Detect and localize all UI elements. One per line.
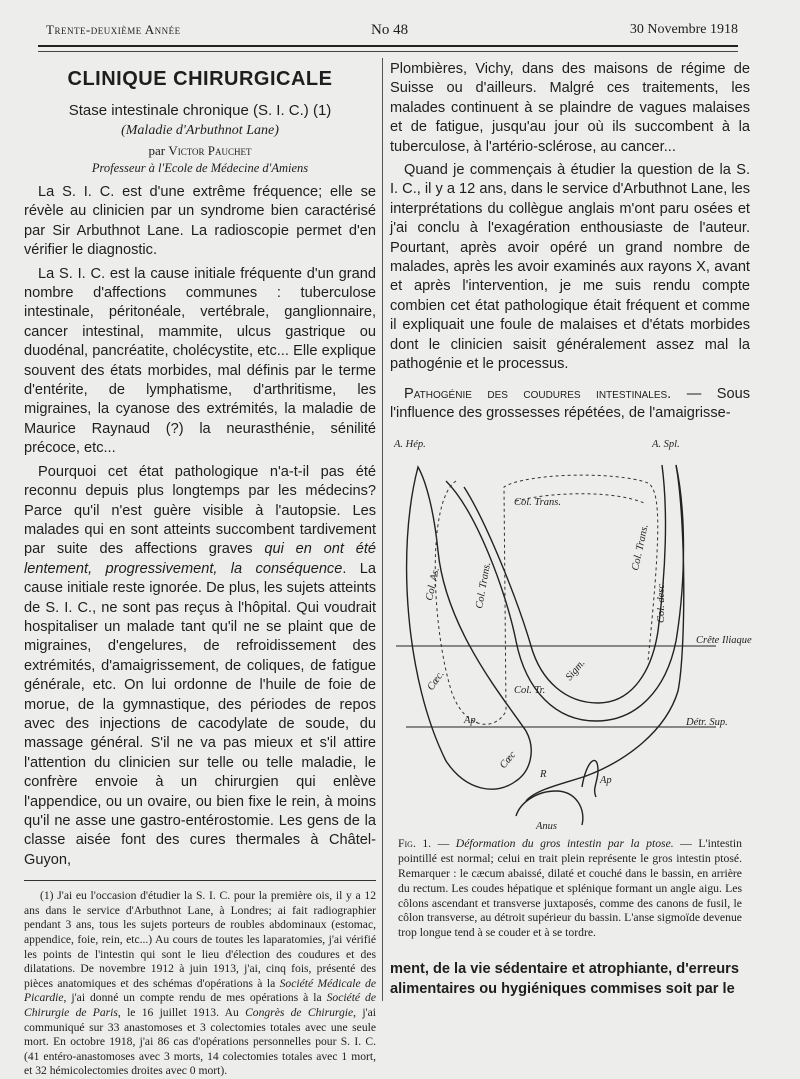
column-divider [382, 58, 383, 1001]
paragraph-6-text: — Sous l'influence des grossesses répétées, de l'amaigrisse- [390, 385, 751, 421]
ptosed-transverse-inner [464, 465, 665, 703]
caption-text: — L'intestin pointillé est normal; celui en trait plein représente le gros intestin ptosé. Remarquer : le cæcum abaissé, dilaté et couché dans le bassin, en arrière du rectum. Les coudes hépatique et splénique formant un angle aigu. Les côlons ascendant et transverse juxtaposés, comme des canons de fusil, le côlon transverse, au détroit supérieur du bassin. L'anse sigmoïde devenue trop longue tend à se couder et à se tordre. [398, 837, 742, 940]
rectum [516, 791, 583, 825]
paragraph-3-italic: qui en ont été lentement, progressivement, la conséquence [24, 541, 376, 577]
footnote-text-2: , j'ai donné un compte rendu de mes opérations à la [63, 991, 327, 1005]
right-column [390, 60, 750, 1013]
caption-title: Déformation du gros intestin par la ptose. [455, 837, 674, 851]
footnote-society-1: Société Médicale de Picardie [24, 976, 376, 1005]
author-name: Victor Pauchet [168, 143, 252, 158]
header-rule [38, 45, 738, 52]
paragraph-6 [390, 385, 750, 424]
paragraph-1: La S. I. C. est d'une extrême fréquence; elle se révèle au clinicien par un syndrome bien caractérisé par Sir Arbuthnot Lane. La radioscopie permet d'en vérifier le diagnostic. [24, 184, 376, 259]
label-spl: A. Spl. [652, 439, 680, 451]
paragraph-3-text-b: . La cause initiale reste ignorée. De plus, les sujets atteints de S. I. C., ne sont pas reçus à l'hôpital. Qui voudrait hospitaliser un malade tant qu'il ne se plaint que de migraines, d'engelures, de refroidissement des extrémités, d'amaigrissement, de coliques, de fatigue générale, etc. On lui ordonne de l'huile de foie de morue, de la gymnastique, des périodes de repos avec des injections de cacodylate de soude, du massage général. S'il ne va pas mieux et s'il attire l'attention du clinicien sur telle ou telle maladie, le confrère envoie à un chirurgien qui enlève l'appendice, ou un ovaire, ou bien fixe le rein, à moins qu'il ne asse une gastro-entérostomie. Les gens de la classe aisée font des cures thermales à Châtel-Guyon, [24, 560, 377, 868]
footnote-text-4: , j'ai communiqué sur 33 anastomoses et 3 colectomies totales avec une seule mort. En octobre 1918, j'ai 86 cas d'opérations personnelles pour S. I. C. (41 entéro-anastomoses avec 3 morts, 14 colectomies totales avec 1 mort, et 32 hémicolectomies droites avec 0 mort). [24, 1005, 377, 1078]
footnote-text-3: , le 16 juillet 1913. Au [117, 1005, 246, 1019]
byline-prefix: par [148, 143, 169, 158]
footnote-congress: Congrès de Chirurgie [245, 1005, 354, 1019]
appendix-hook [582, 761, 598, 798]
continuation-text: ment, de la vie sédentaire et atrophiante, d'erreurs alimentaires ou hygiéniques commises soit par le [390, 960, 739, 997]
header-volume: Trente-deuxième Année [46, 22, 181, 37]
byline [24, 142, 376, 160]
section-title: CLINIQUE CHIRURGICALE [67, 68, 333, 90]
label-r: R [540, 769, 547, 781]
label-col-trans: Col. Trans. [514, 497, 561, 509]
descending-colon [526, 465, 684, 801]
label-crete: Crête Iliaque [696, 635, 752, 647]
label-sigm: Sigm. [563, 658, 588, 684]
label-hep: A. Hép. [394, 439, 426, 451]
article-subtitle: (Maladie d'Arbuthnot Lane) [121, 123, 279, 138]
header-date: 30 Novembre 1918 [629, 22, 738, 37]
label-col-tr: Col. Tr. [514, 685, 546, 697]
paragraph-5: Quand je commençais à étudier la question de la S. I. C., il y a 12 ans, dans le service d'Arbuthnot Lane, les interprétations du collègue anglais m'ont paru osées et j'ai conclu à l'exagération enthousiaste de l'auteur. Pourtant, après avoir opéré un grand nombre de malades, après les avoir examinés aux rayons X, avant et après l'intervention, je me suis rendu compte combien cet état pathologique était fréquent et comme il expliquait une foule de malaises et d'états morbides dont le clinicien saisit généralement assez mal la pathogénie et le processus. [390, 162, 750, 373]
paragraph-3 [24, 463, 376, 871]
article-title: Stase intestinale chronique (S. I. C.) (1) [68, 102, 332, 119]
label-anus: Anus [536, 821, 557, 832]
footnote [24, 889, 376, 1079]
figure-1 [386, 431, 758, 831]
section-heading: Pathogénie des coudures intestinales. [404, 385, 672, 402]
author-title: Professeur à l'Ecole de Médecine d'Amiens [91, 161, 309, 175]
footnote-rule [24, 880, 376, 881]
header-issue-number: No 48 [371, 22, 409, 38]
label-coec-lower: Cœc [497, 749, 519, 772]
footnote-text-1: (1) J'ai eu l'occasion d'étudier la S. I. C. pour la première ois, il y a 12 ans dans le service d'Arbuthnot Lane, à Londres; ai fait radiographier pendant 3 ans, tous les sujets porteurs de roubles abdominaux (estomac, appendice, foie, rein, etc...) Au cours de toutes les laparatomies, j'ai vérifié les points de l'intestin qui sont le lieu d'élection des coudures et des dilatations. De novembre 1912 à juin 1913, j'ai, cinq fois, présenté des pièces anatomiques et des schémas d'opérations à la [24, 889, 376, 990]
footnote-society-2: Société de Chirurgie de Paris [24, 991, 376, 1019]
paragraph-3-text-a: Pourquoi cet état pathologique n'a-t-il pas été reconnu depuis plus longtemps par les médecins? Parce qu'il n'est guère visible à l'autopsie. Les malades qui en sont atteints succombent tardivement par suite des affections graves [24, 463, 376, 558]
left-column [24, 60, 376, 1079]
label-col-trans-left: Col. Trans. [474, 561, 494, 610]
running-header [38, 22, 738, 40]
label-col-desc: Col. desc. [656, 581, 667, 624]
label-detr: Détr. Sup. [686, 717, 728, 729]
caption-dash: — [431, 837, 456, 851]
label-col-trans-right: Col. Trans. [630, 523, 651, 572]
paragraph-4: Plombières, Vichy, dans des maisons de régime de Suisse ou d'ailleurs. Malgré ces traitements, les malades continuent à se plaindre de vagues malaises et de fatigue, jusqu'au jour où ils succombent à la tuberculose, à l'artério-sclérose, au cancer... [390, 61, 750, 155]
figure-caption [398, 837, 742, 941]
paragraph-2: La S. I. C. est la cause initiale fréquente d'un grand nombre d'affections communes : tuberculose intestinale, péritonéale, vertébrale, ganglionnaire, cancer intestinal, mammite, ulcus gastrique ou duodénal, pancréatite, cholécystite, etc... Elle explique souvent des états morbides, mal définis par le terme d'entérite, de lymphatisme, d'arthritisme, les migraines, la cyanose des extrémités, la maladie de Maurice Raynaud (?) la neurasthénie, sénilité précoce, etc... [24, 265, 376, 457]
label-ap-small: Ap. [464, 715, 479, 727]
label-ap: Ap [600, 775, 612, 787]
colon-diagram [386, 431, 758, 831]
label-coec-upper: Cœc. [425, 669, 447, 694]
caption-figure-number: Fig. 1. [398, 837, 432, 851]
label-col-as: Col. As. [424, 567, 442, 602]
